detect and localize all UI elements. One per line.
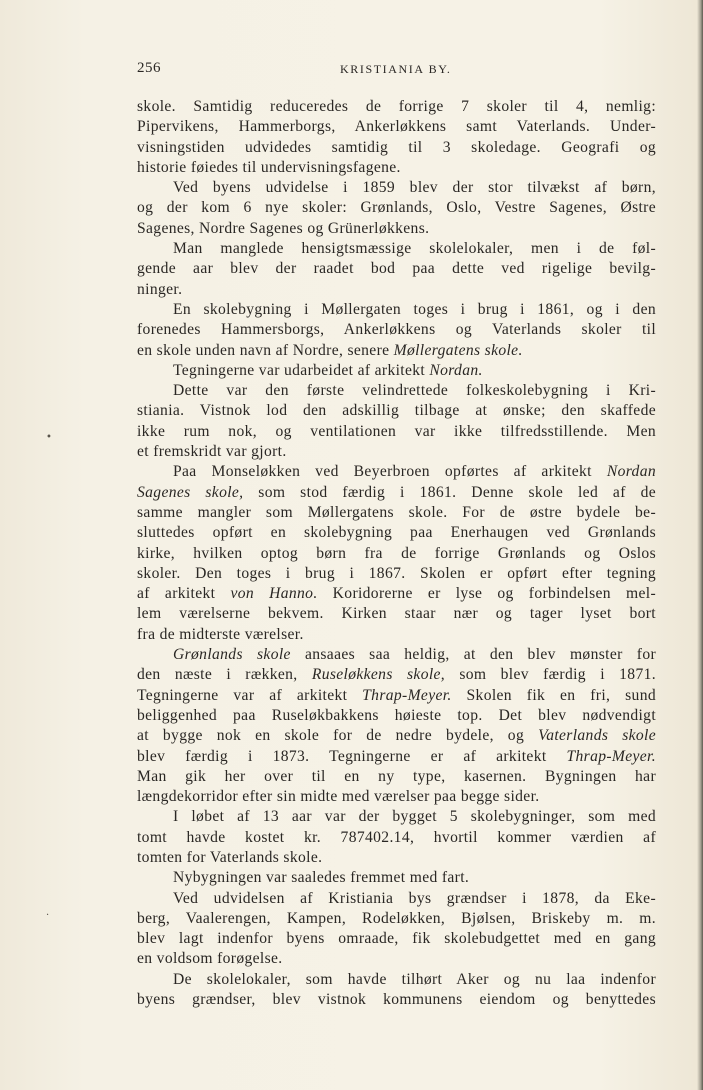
text-line — [137, 280, 656, 300]
text-run: af arkitekt — [137, 585, 231, 603]
text-line — [137, 787, 656, 807]
text-line — [137, 422, 656, 442]
text-run: ninger. — [137, 280, 183, 298]
text-run: en voldsom forøgelse. — [137, 950, 283, 968]
text-run: Paa Monseløkken ved Beyerbroen opførtes af arkitekt — [173, 463, 607, 481]
text-run: en skole unden navn af Nordre, senere — [137, 341, 394, 359]
text-line — [137, 767, 656, 787]
text-line — [137, 158, 656, 178]
text-run: Dette var den første velindrettede folkeskolebygning i Kri- — [173, 382, 656, 400]
text-run: som stod færdig i 1861. Denne skole led af de — [243, 483, 657, 501]
text-line — [137, 604, 656, 624]
text-line — [137, 320, 656, 340]
text-line — [137, 929, 656, 949]
text-run: den næste i rækken, — [137, 666, 312, 684]
text-run: Sagenes, Nordre Sagenes og Grünerløkkens. — [137, 219, 430, 237]
text-line — [137, 949, 656, 969]
italic-run: Nordan. — [429, 361, 483, 379]
text-line — [137, 889, 656, 909]
text-line — [137, 625, 656, 645]
body-text — [137, 97, 656, 1010]
text-line — [137, 747, 656, 767]
text-run: stiania. Vistnok lod den adskillig tilbage at ønske; den skaffede — [137, 402, 656, 420]
text-run: skoler. Den toges i brug i 1867. Skolen er opført efter tegning — [137, 564, 656, 582]
text-run: Man manglede hensigtsmæssige skolelokaler, men i de føl- — [173, 240, 656, 258]
text-run: Pipervikens, Hammerborgs, Ankerløkkens samt Vaterlands. Under- — [137, 118, 656, 136]
text-run: Tegningerne var af arkitekt — [137, 686, 363, 704]
text-run: berg, Vaalerengen, Kampen, Rodeløkken, Bjølsen, Briskeby m. m. — [137, 909, 656, 927]
text-run: historie føiedes til undervisningsfagene. — [137, 158, 401, 176]
text-line — [137, 645, 656, 665]
text-run: som blev færdig i 1871. — [445, 666, 656, 684]
text-line — [137, 401, 656, 421]
margin-speck: • — [46, 432, 52, 443]
text-line — [137, 544, 656, 564]
text-line — [137, 219, 656, 239]
text-run: forenedes Hammersborgs, Ankerløkkens og Vaterlands skoler til — [137, 321, 656, 339]
text-line — [137, 239, 656, 259]
text-run: tomten for Vaterlands skole. — [137, 848, 323, 866]
italic-run: Sagenes skole, — [137, 483, 244, 501]
text-run: Ved byens udvidelse i 1859 blev der stor tilvækst af børn, — [173, 179, 656, 197]
italic-run: Vaterlands skole — [538, 727, 657, 745]
text-run: skole. Samtidig reduceredes de forrige 7 skoler til 4, nemlig: — [137, 98, 656, 115]
text-line — [137, 848, 656, 868]
text-run: lem værelserne bekvem. Kirken staar nær og tager lyset bort — [137, 605, 656, 623]
text-line — [137, 686, 656, 706]
text-line — [137, 138, 656, 158]
text-run: blev lagt indenfor byens omraade, fik skolebudgettet med en gang — [137, 930, 656, 948]
text-line — [137, 706, 656, 726]
text-line — [137, 828, 656, 848]
italic-run: Thrap-Meyer. — [566, 747, 656, 765]
page-header — [137, 60, 656, 82]
text-run: ikke rum nok, og ventilationen var ikke tilfredsstillende. Men — [137, 422, 656, 440]
text-run: længdekorridor efter sin midte med værelser paa begge sider. — [137, 788, 540, 806]
text-line — [137, 300, 656, 320]
text-run: beliggenhed paa Ruseløkbakkens høieste top. Det blev nødvendigt — [137, 706, 656, 724]
italic-run: Thrap-Meyer. — [362, 686, 452, 704]
italic-run: von Hanno. — [230, 585, 318, 603]
text-line — [137, 462, 656, 482]
text-line — [137, 178, 656, 198]
text-run: Koridorerne er lyse og forbindelsen mel- — [317, 585, 656, 603]
text-line — [137, 726, 656, 746]
text-line — [137, 198, 656, 218]
text-line — [137, 564, 656, 584]
text-run: og der kom 6 nye skoler: Grønlands, Oslo, Vestre Sagenes, Østre — [137, 199, 656, 217]
text-line — [137, 361, 656, 381]
text-line — [137, 381, 656, 401]
text-run: sluttedes opført en skolebygning paa Enerhaugen ved Grønlands — [137, 524, 656, 542]
text-run: I løbet af 13 aar var der bygget 5 skolebygninger, som med — [173, 808, 656, 826]
text-line — [137, 97, 656, 117]
text-run: et fremskridt var gjort. — [137, 443, 287, 461]
italic-run: Nordan — [606, 463, 656, 481]
text-run: De skolelokaler, som havde tilhørt Aker og nu laa indenfor — [173, 970, 656, 988]
text-line — [137, 442, 656, 462]
text-line — [137, 503, 656, 523]
text-run: kirke, hvilken optog børn fra de forrige Grønlands og Oslos — [137, 544, 656, 562]
text-line — [137, 259, 656, 279]
text-run: tomt havde kostet kr. 787402.14, hvortil kommer værdien af — [137, 828, 656, 846]
text-line — [137, 909, 656, 929]
text-run: Nybygningen var saaledes fremmet med fart. — [173, 869, 470, 887]
text-line — [137, 665, 656, 685]
text-run: byens grændser, blev vistnok kommunens eiendom og benyttedes — [137, 991, 656, 1009]
text-line — [137, 584, 656, 604]
text-run: visningstiden udvidedes samtidig til 3 skoledage. Geografi og — [137, 138, 656, 156]
text-run: blev færdig i 1873. Tegningerne er af arkitekt — [137, 747, 567, 765]
text-line — [137, 483, 656, 503]
text-run: samme mangler som Møllergatens skole. For de østre bydele be- — [137, 503, 656, 521]
text-run: ansaaes saa heldig, at den blev mønster for — [290, 646, 657, 664]
text-run: En skolebygning i Møllergaten toges i brug i 1861, og i den — [173, 300, 656, 318]
italic-run: Ruseløkkens skole, — [311, 666, 446, 684]
text-run: Tegningerne var udarbeidet af arkitekt — [173, 361, 430, 379]
italic-run: Grønlands skole — [173, 646, 291, 664]
text-run: fra de midterste værelser. — [137, 625, 304, 643]
text-line — [137, 341, 656, 361]
italic-run: Møllergatens skole. — [393, 341, 523, 359]
text-run: Skolen fik en fri, sund — [451, 686, 656, 704]
text-run: at bygge nok en skole for de nedre bydele, og — [137, 727, 539, 745]
margin-speck: · — [46, 910, 50, 921]
text-line — [137, 117, 656, 137]
text-run: gende aar blev der raadet bod paa dette ved rigelige bevilg- — [137, 260, 656, 278]
text-run: Man gik her over til en ny type, kasernen. Bygningen har — [137, 767, 656, 785]
text-line — [137, 523, 656, 543]
running-head: KRISTIANIA BY. — [340, 62, 452, 76]
text-line — [137, 990, 656, 1010]
text-line — [137, 970, 656, 990]
page-edge-shadow — [697, 0, 703, 1090]
text-line — [137, 868, 656, 888]
text-line — [137, 807, 656, 827]
text-run: Ved udvidelsen af Kristiania bys grændser i 1878, da Eke- — [173, 889, 656, 907]
page-number: 256 — [137, 60, 161, 76]
